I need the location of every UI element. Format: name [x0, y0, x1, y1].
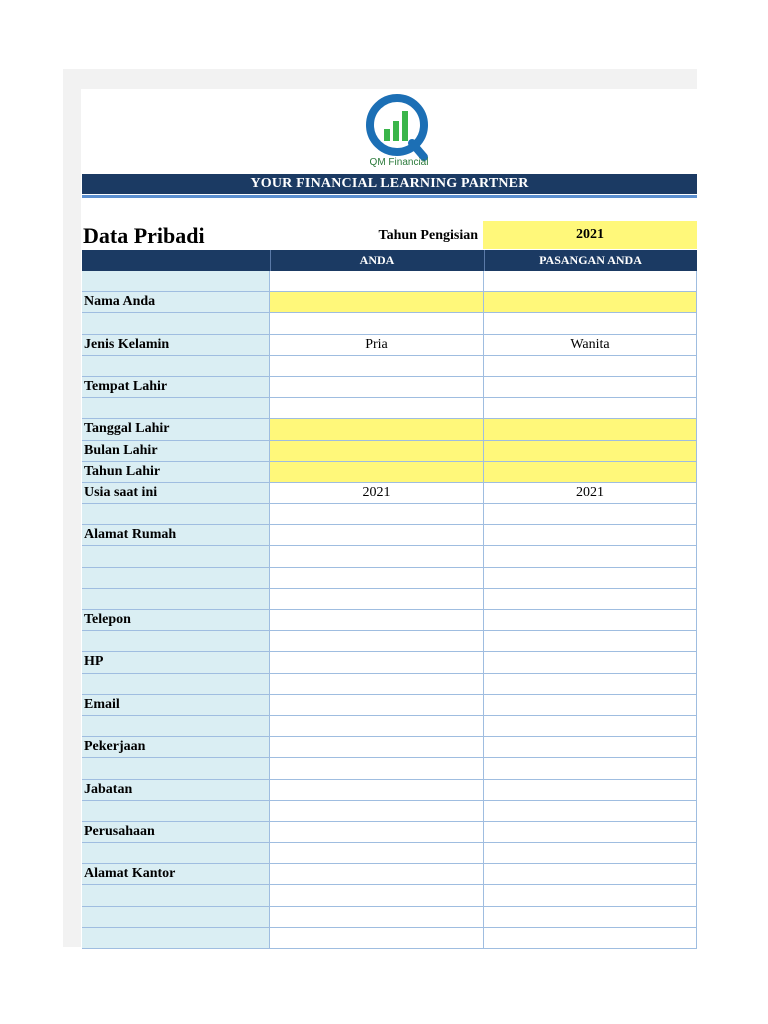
table-row	[82, 292, 697, 313]
cell-pasangan-anda[interactable]	[484, 292, 697, 313]
year-label: Tahun Pengisian	[378, 228, 478, 243]
row-label	[82, 928, 270, 949]
cell-anda[interactable]: Pria	[270, 335, 484, 356]
row-label: Jenis Kelamin	[82, 335, 270, 356]
cell-pasangan-anda[interactable]	[484, 928, 697, 949]
qm-financial-logo	[364, 93, 434, 173]
column-header-row	[82, 250, 697, 271]
table-row	[82, 589, 697, 610]
row-label	[82, 716, 270, 737]
cell-pasangan-anda[interactable]	[484, 822, 697, 843]
row-label	[82, 907, 270, 928]
cell-pasangan-anda[interactable]	[484, 398, 697, 419]
cell-pasangan-anda[interactable]: 2021	[484, 483, 697, 504]
table-row	[82, 313, 697, 334]
row-label	[82, 271, 270, 292]
row-label	[82, 504, 270, 525]
cell-anda[interactable]	[270, 864, 484, 885]
cell-anda[interactable]	[270, 568, 484, 589]
table-row	[82, 377, 697, 398]
row-label	[82, 589, 270, 610]
page-title: Data Pribadi	[83, 223, 205, 248]
table-row	[82, 398, 697, 419]
table-row	[82, 441, 697, 462]
logo-brand-text: QM Financial	[369, 157, 429, 168]
cell-anda[interactable]	[270, 716, 484, 737]
cell-anda[interactable]	[270, 843, 484, 864]
table-row	[82, 737, 697, 758]
cell-anda[interactable]	[270, 292, 484, 313]
row-label: Pekerjaan	[82, 737, 270, 758]
cell-pasangan-anda[interactable]	[484, 674, 697, 695]
row-label	[82, 631, 270, 652]
cell-anda[interactable]	[270, 652, 484, 673]
cell-pasangan-anda[interactable]	[484, 801, 697, 822]
cell-pasangan-anda[interactable]	[484, 504, 697, 525]
table-row	[82, 801, 697, 822]
row-label	[82, 758, 270, 779]
row-label: Telepon	[82, 610, 270, 631]
table-row	[82, 525, 697, 546]
cell-anda[interactable]	[270, 398, 484, 419]
cell-pasangan-anda[interactable]: Wanita	[484, 335, 697, 356]
cell-pasangan-anda[interactable]	[484, 419, 697, 440]
row-label: Bulan Lahir	[82, 441, 270, 462]
row-label: Alamat Kantor	[82, 864, 270, 885]
row-label	[82, 801, 270, 822]
row-label: Nama Anda	[82, 292, 270, 313]
row-label	[82, 843, 270, 864]
cell-pasangan-anda[interactable]	[484, 271, 697, 292]
row-label	[82, 885, 270, 906]
cell-anda[interactable]	[270, 504, 484, 525]
row-label: Tahun Lahir	[82, 462, 270, 483]
cell-pasangan-anda[interactable]	[484, 441, 697, 462]
table-row	[82, 716, 697, 737]
table-row	[82, 928, 697, 949]
cell-pasangan-anda[interactable]	[484, 568, 697, 589]
cell-pasangan-anda[interactable]	[484, 652, 697, 673]
cell-pasangan-anda[interactable]	[484, 610, 697, 631]
cell-pasangan-anda[interactable]	[484, 525, 697, 546]
row-label	[82, 313, 270, 334]
table-row	[82, 864, 697, 885]
cell-pasangan-anda[interactable]	[484, 631, 697, 652]
cell-anda[interactable]	[270, 589, 484, 610]
cell-anda[interactable]	[270, 313, 484, 334]
row-label	[82, 546, 270, 567]
cell-anda[interactable]	[270, 525, 484, 546]
table-row	[82, 780, 697, 801]
cell-anda[interactable]	[270, 822, 484, 843]
cell-pasangan-anda[interactable]	[484, 864, 697, 885]
table-row	[82, 885, 697, 906]
cell-anda[interactable]	[270, 695, 484, 716]
table-row	[82, 822, 697, 843]
cell-pasangan-anda[interactable]	[484, 716, 697, 737]
table-row	[82, 610, 697, 631]
table-row	[82, 504, 697, 525]
cell-pasangan-anda[interactable]	[484, 780, 697, 801]
cell-pasangan-anda[interactable]	[484, 885, 697, 906]
row-label	[82, 674, 270, 695]
row-label: Tempat Lahir	[82, 377, 270, 398]
row-label: Alamat Rumah	[82, 525, 270, 546]
data-grid	[82, 271, 697, 949]
row-label: Tanggal Lahir	[82, 419, 270, 440]
cell-anda[interactable]	[270, 419, 484, 440]
table-row	[82, 674, 697, 695]
cell-pasangan-anda[interactable]	[484, 843, 697, 864]
table-row	[82, 652, 697, 673]
cell-anda[interactable]	[270, 758, 484, 779]
cell-pasangan-anda[interactable]	[484, 546, 697, 567]
table-row	[82, 419, 697, 440]
cell-anda[interactable]	[270, 674, 484, 695]
table-row	[82, 631, 697, 652]
table-row	[82, 335, 697, 356]
table-row	[82, 546, 697, 567]
header-label-column	[82, 250, 270, 271]
row-label: Usia saat ini	[82, 483, 270, 504]
cell-anda[interactable]	[270, 631, 484, 652]
cell-anda[interactable]	[270, 885, 484, 906]
table-row	[82, 843, 697, 864]
cell-anda[interactable]	[270, 271, 484, 292]
cell-pasangan-anda[interactable]	[484, 356, 697, 377]
cell-anda[interactable]	[270, 610, 484, 631]
table-row	[82, 758, 697, 779]
cell-pasangan-anda[interactable]	[484, 758, 697, 779]
cell-pasangan-anda[interactable]	[484, 377, 697, 398]
table-row	[82, 695, 697, 716]
cell-anda[interactable]	[270, 780, 484, 801]
cell-anda[interactable]	[270, 907, 484, 928]
cell-anda[interactable]	[270, 377, 484, 398]
row-label	[82, 356, 270, 377]
table-row	[82, 907, 697, 928]
year-input[interactable]: 2021	[483, 221, 697, 249]
row-label	[82, 568, 270, 589]
cell-anda[interactable]	[270, 928, 484, 949]
row-label	[82, 398, 270, 419]
cell-pasangan-anda[interactable]	[484, 907, 697, 928]
row-label: Email	[82, 695, 270, 716]
cell-anda[interactable]	[270, 356, 484, 377]
cell-pasangan-anda[interactable]	[484, 313, 697, 334]
cell-anda[interactable]	[270, 801, 484, 822]
cell-pasangan-anda[interactable]	[484, 695, 697, 716]
header-pasangan-anda: PASANGAN ANDA	[539, 253, 642, 267]
row-label: Perusahaan	[82, 822, 270, 843]
cell-anda[interactable]	[270, 737, 484, 758]
cell-anda[interactable]	[270, 546, 484, 567]
banner-underline	[82, 195, 697, 198]
table-row	[82, 356, 697, 377]
banner-title: YOUR FINANCIAL LEARNING PARTNER	[82, 174, 697, 194]
cell-anda[interactable]	[270, 441, 484, 462]
row-label: HP	[82, 652, 270, 673]
cell-pasangan-anda[interactable]	[484, 589, 697, 610]
table-row	[82, 483, 697, 504]
header-anda: ANDA	[359, 253, 395, 267]
table-row	[82, 568, 697, 589]
cell-anda[interactable]: 2021	[270, 483, 484, 504]
cell-pasangan-anda[interactable]	[484, 737, 697, 758]
table-row	[82, 462, 697, 483]
row-label: Jabatan	[82, 780, 270, 801]
cell-pasangan-anda[interactable]	[484, 462, 697, 483]
table-row	[82, 271, 697, 292]
cell-anda[interactable]	[270, 462, 484, 483]
